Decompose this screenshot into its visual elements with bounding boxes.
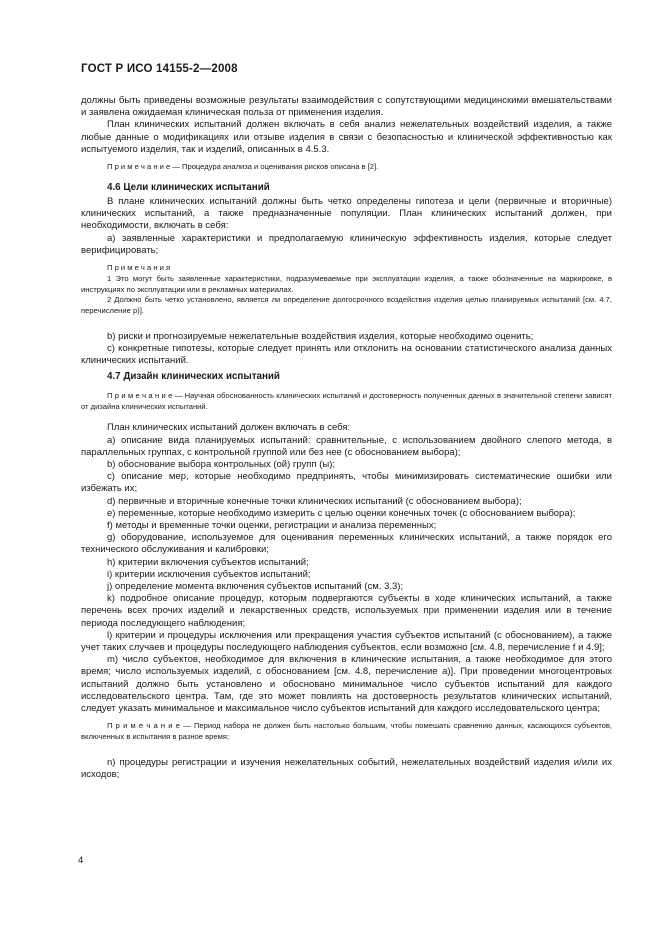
- list-item-h: h) критерии включения субъектов испытаний;: [107, 556, 309, 568]
- list-item-g: g) оборудование, используемое для оценивания переменных клинических испытаний, а также порядок его технического обслуживания и калибровки;: [81, 532, 612, 556]
- section-4-6-heading: 4.6 Цели клинических испытаний: [107, 181, 270, 193]
- note-recruitment-period: П р и м е ч а н и е — Период набора не должен быть настолько большим, чтобы помешать сравнению данных, касающихся субъектов, включенных в испытания в разное время;: [81, 721, 612, 742]
- note-risk-analysis: П р и м е ч а н и е — Процедура анализа и оценивания рисков описана в [2].: [107, 162, 379, 172]
- notes-heading: П р и м е ч а н и я: [107, 263, 171, 273]
- list-item-j: j) определение момента включения субъектов испытаний (см. 3.3);: [107, 581, 404, 593]
- intro-paragraph: должны быть приведены возможные результаты взаимодействия с сопутствующими медицинскими вмешательствами и заявлена ожидаемая клиническая польза от применения изделия.: [81, 95, 612, 119]
- list-item-i: i) критерии исключения субъектов испытаний;: [107, 568, 311, 580]
- list-item-b: b) риски и прогнозируемые нежелательные воздействия изделия, которые необходимо оценить;: [107, 331, 534, 343]
- list-item-d: d) первичные и вторичные конечные точки клинических испытаний (с обоснованием выбора);: [107, 495, 522, 507]
- section-4-6-text: В плане клинических испытаний должны быть четко определены гипотеза и цели (первичные и вторичные) клинических испытаний, а также предназначенные популяции. План клинических испытаний должен, при необходимости, включать в себя:: [81, 196, 612, 232]
- list-item-c: c) описание мер, которые необходимо предпринять, чтобы минимизировать систематические ошибки или избежать их;: [81, 471, 612, 495]
- list-item-a: а) описание вида планируемых испытаний: сравнительные, с использованием двойного слепого метода, в параллельных группах, с контрольной группой или без нее (с обоснованием выбора);: [81, 434, 612, 458]
- list-item-f: f) методы и временные точки оценки, регистрации и анализа переменных;: [107, 520, 437, 532]
- note-claimed-characteristics: 1 Это могут быть заявленные характеристики, подразумеваемые при эксплуатации изделия, а также обозначенные на маркировке, в инструкциях по эксплуатации или в рекламных материалах.: [81, 273, 612, 294]
- section-4-7-text: План клинических испытаний должен включать в себя:: [107, 422, 351, 434]
- list-item-l: l) критерии и процедуры исключения или прекращения участия субъектов испытаний (с обоснованием), а также учет таких случаев и процедуры последующего наблюдения субъектов, если возможно [см. 4.8, перечисление f и 4.9];: [81, 629, 612, 654]
- note-design-validity: П р и м е ч а н и е — Научная обоснованность клинических испытаний и достоверность полученных данных в значительной степени зависят от дизайна клинических испытаний.: [81, 390, 612, 411]
- list-item-a: а) заявленные характеристики и предполагаемую клиническую эффективность изделия, которые следует верифицировать;: [81, 232, 612, 256]
- note-long-term-effect: 2 Должно быть четко установлено, является ли определение долгосрочного воздействия изделия целью планируемых испытаний [см. 4.7, перечисление р)].: [81, 295, 612, 316]
- list-item-b: b) обоснование выбора контрольных (ой) групп (ы);: [107, 459, 336, 471]
- document-header: ГОСТ Р ИСО 14155-2—2008: [81, 63, 238, 75]
- list-item-e: e) переменные, которые необходимо измерить с целью оценки конечных точек (с обоснованием выбора);: [107, 507, 576, 519]
- list-item-k: k) подробное описание процедур, которым подвергаются субъекты в ходе клинических испытаний, а также перечень всех прочих изделий и лекарственных средств, используемых при применении изделия или в течение периода последующего наблюдения;: [81, 593, 612, 629]
- document-body: [81, 95, 612, 781]
- list-item-n: n) процедуры регистрации и изучения нежелательных событий, нежелательных воздействий изделия и/или их исходов;: [81, 756, 612, 781]
- list-item-m: m) число субъектов, необходимое для включения в клинические испытания, а также необходимое для этого время; число используемых изделий, с обоснованием [см. 4.8, перечисление а)]. При проведении многоцентровых испытаний должно быть установлено и обосновано минимальное число субъектов испытаний для каждого исследовательского центра. Там, где это может повлиять на достоверность результатов клинических испытаний, следует указать минимальное и максимальное число субъектов испытаний для каждого исследовательского центра;: [81, 654, 612, 715]
- section-4-7-heading: 4.7 Дизайн клинических испытаний: [107, 370, 280, 382]
- page-number: 4: [78, 855, 84, 866]
- plan-paragraph: План клинических испытаний должен включать в себя анализ нежелательных воздействий изделия, а также любые данные о модификациях или отзыве изделия в связи с безопасностью и клинической эффективностью как испытуемого изделия, так и изделий, описанных в 4.5.3.: [81, 119, 612, 155]
- list-item-c: c) конкретные гипотезы, которые следует принять или отклонить на основании статистического анализа данных клинических испытаний.: [81, 343, 612, 367]
